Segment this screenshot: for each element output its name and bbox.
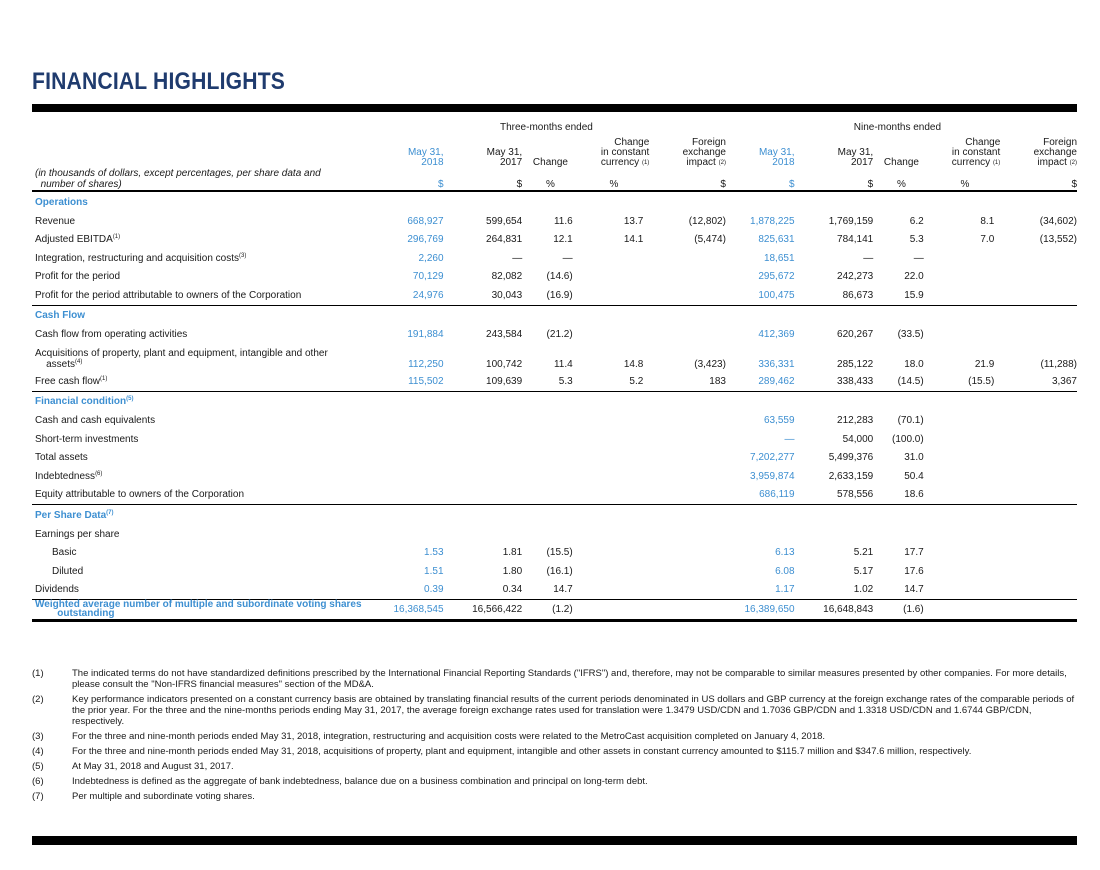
table-cell: — [913,252,924,264]
footnote-1: (1) The indicated terms do not have standardized definitions prescribed by the International Financial Reporting Standards ("IFRS") and, therefore, may not be comparable to similar measures presented by other companies. For more details, please consult the "Non-IFRS financial measures" section of the MD&A. [32,668,1067,690]
table-cell [930,467,1001,486]
table-cell [930,268,1001,287]
footnote-3: (3) For the three and nine-month periods ended May 31, 2018, integration, restructuring and acquisition costs were related to the MetroCast acquisition completed on January 4, 2018. [32,731,826,742]
table-cell [1000,581,1077,600]
table-cell: (16.9) [522,286,578,305]
table-cell [579,562,650,581]
table-cell: (1.2) [522,600,578,621]
table-cell: 86,673 [795,286,874,305]
row-label: Equity attributable to owners of the Corporation [35,489,245,501]
footnote-7: (7) Per multiple and subordinate voting shares. [32,791,255,802]
table-cell: 16,648,843 [795,600,874,621]
table-cell: (15.5) [930,372,1001,391]
table-cell [930,562,1001,581]
table-cell: 5.3 [522,372,578,391]
table-row [32,372,1077,391]
footnote-2: (2) Key performance indicators presented on a constant currency basis are obtained by translating financial results of the current periods denominated in US dollars and GBP currency at the foreign exchange rates of the comparable periods of the prior year. For the three and the nine-months periods ending May 31, 2017, the average foreign exchange rates used for translation were 1.3479 USD/CDN and 1.7036 GBP/CDN and 1.3318 USD/CDN and 1.6744 GBP/CDN, respectively. [32,694,1075,727]
table-cell [930,326,1001,345]
table-cell: 16,368,545 [375,600,444,621]
row-label: Indebtedness [35,470,96,482]
table-cell: (5,474) [694,234,726,246]
table-cell [649,562,726,581]
table-row [32,449,1077,468]
table-cell [1000,430,1077,449]
table-cell: 242,273 [837,271,874,283]
table-cell: (70.1) [897,415,924,427]
table-cell [579,286,650,305]
table-cell: (16.1) [546,565,573,577]
table-cell: 22.0 [904,271,924,283]
table-cell: 115,502 [375,372,444,391]
table-cell [649,486,726,505]
table-cell [1000,562,1077,581]
row-label: Total assets [35,452,88,464]
table-cell: 336,331 [758,359,795,370]
table-cell: 14.7 [873,581,929,600]
row-label: Profit for the period attributable to owners of the Corporation [35,289,302,301]
section-per-share: Per Share Data$^{(7)}$ [35,509,114,521]
table-cell: 17.6 [904,565,924,577]
table-cell: — [562,252,573,264]
row-label: Weighted average number of multiple and subordinate voting shares outstanding [32,600,375,621]
table-cell: 16,389,650 [726,600,795,621]
table-cell: 1.81 [502,547,523,559]
three-months-header: Three-months ended [499,121,593,133]
table-cell: (3,423) [694,359,726,370]
table-cell: 7.0 [980,234,995,246]
table-cell: 1.17 [726,581,795,600]
table-cell [522,449,578,468]
row-label: Dividends [35,584,79,596]
col-q-2018: May 31, 2018 [407,147,444,168]
table-cell: 50.4 [904,470,924,482]
table-cell: 1.51 [424,565,444,577]
table-cell: 289,462 [726,372,795,391]
table-cell [579,449,650,468]
table-cell [522,486,578,505]
table-cell: 784,141 [837,234,874,246]
row-label: Adjusted EBITDA [35,234,113,246]
table-row [32,212,1077,231]
table-row [32,249,1077,268]
table-cell [579,581,650,600]
table-cell [522,467,578,486]
unit-dollar: $ [1000,168,1077,191]
table-cell [930,249,1001,268]
table-cell: 82,082 [491,271,523,283]
table-cell: — [784,433,795,445]
table-cell: (100.0) [892,433,924,445]
table-cell [930,412,1001,431]
table-row [32,286,1077,305]
col-q-constant-currency: Change in constant currency $^{(1)}$ [600,137,650,168]
table-cell [649,286,726,305]
table-cell [579,467,650,486]
section-financial-condition: Financial condition$^{(5)}$ [35,396,134,407]
table-cell [522,412,578,431]
table-row [32,467,1077,486]
table-cell: (21.2) [546,329,573,341]
table-cell: 0.34 [444,581,523,600]
table-cell: 11.6 [553,215,573,227]
table-cell [930,486,1001,505]
table-cell [375,412,444,431]
footnote-6: (6) Indebtedness is defined as the aggregate of bank indebtedness, balance due on a business combination and principal on long-term debt. [32,776,648,787]
table-cell: 183 [649,372,726,391]
table-cell: 54,000 [842,433,874,445]
table-cell [1000,600,1077,621]
table-cell: (33.5) [897,329,924,341]
table-cell: 5,499,376 [828,452,874,464]
table-cell: 15.9 [873,286,929,305]
table-cell: 70,129 [412,271,444,283]
col-n-constant-currency: Change in constant currency $^{(1)}$ [951,137,1001,168]
table-cell [375,430,444,449]
table-cell: 620,267 [837,329,874,341]
table-cell: (13,552) [1039,234,1077,246]
table-cell [1000,286,1077,305]
table-cell [444,467,523,486]
unit-percent: % [930,168,1001,191]
table-cell: 212,283 [837,415,874,427]
table-cell: (14.6) [546,271,573,283]
table-cell: 2,633,159 [828,470,874,482]
row-label: Basic [52,547,77,559]
table-cell [930,581,1001,600]
table-cell: 825,631 [758,234,795,246]
table-cell [1000,412,1077,431]
table-cell: 5.3 [909,234,924,246]
table-cell: 1.80 [502,565,523,577]
table-cell: (1.6) [873,600,929,621]
table-cell [579,412,650,431]
table-cell [522,430,578,449]
row-label: Earnings per share [35,528,120,540]
table-cell: 412,369 [758,329,795,341]
table-cell [1000,449,1077,468]
table-cell: 5.17 [853,565,874,577]
table-cell [649,544,726,563]
table-cell: (34,602) [1039,215,1077,227]
table-cell [649,449,726,468]
table-cell: 1.53 [424,547,444,559]
table-cell: 21.9 [974,359,995,370]
table-cell: (15.5) [546,547,573,559]
table-cell: 599,654 [486,215,523,227]
table-cell: 6.13 [775,547,795,559]
table-row [32,412,1077,431]
table-cell: 18.6 [873,486,929,505]
unit-percent: % [579,168,650,191]
table-cell: (14.5) [873,372,929,391]
section-cash-flow: Cash Flow [35,310,86,321]
table-cell [579,268,650,287]
footnote-ref: (1) [100,375,108,382]
top-rule [32,104,1077,112]
table-cell: 3,959,874 [750,470,795,482]
table-cell [579,326,650,345]
table-cell: 264,831 [486,234,523,246]
table-cell [1000,467,1077,486]
table-cell [375,467,444,486]
table-cell [649,326,726,345]
table-cell: (11,288) [1040,359,1077,370]
table-cell [1000,486,1077,505]
nine-months-header: Nine-months ended [853,121,942,133]
table-cell: 1,769,159 [828,215,874,227]
unit-dollar: $ [444,168,523,191]
table-row [32,544,1077,563]
table-row [32,344,1077,372]
unit-dollar: $ [726,168,795,191]
table-cell: 6.2 [909,215,924,227]
table-cell: — [863,252,874,264]
table-cell: 100,742 [486,359,523,370]
table-cell: 285,122 [837,359,874,370]
table-cell [375,449,444,468]
table-cell [1000,326,1077,345]
table-cell: 63,559 [763,415,795,427]
table-cell [930,286,1001,305]
table-cell: 100,475 [726,286,795,305]
col-q-2017: May 31, 2017 [486,147,523,168]
table-cell: 578,556 [795,486,874,505]
table-cell: 16,566,422 [444,600,523,621]
table-cell: 18,651 [763,252,795,264]
unit-percent: % [873,168,929,191]
table-cell [649,249,726,268]
table-cell: 14.1 [623,234,644,246]
col-n-fx-impact: Foreign exchange impact $^{(2)}$ [1033,137,1077,168]
unit-percent: % [522,168,578,191]
table-cell: 2,260 [418,252,444,264]
financial-highlights-table [32,116,1077,622]
table-cell [1000,249,1077,268]
table-cell: 13.7 [623,215,644,227]
table-cell [444,430,523,449]
table-cell [375,486,444,505]
table-cell: (12,802) [688,215,726,227]
units-label: (in thousands of dollars, except percentages, per share data and number of shares) [32,168,375,191]
table-cell [579,600,650,621]
table-cell [649,600,726,621]
table-cell: 24,976 [375,286,444,305]
table-row [32,525,1077,544]
table-row [32,486,1077,505]
table-cell [930,544,1001,563]
table-cell: 112,250 [408,359,444,370]
table-cell: 1.02 [795,581,874,600]
row-label: Short-term investments [35,433,139,445]
table-cell: 5.21 [853,547,874,559]
table-cell [649,412,726,431]
table-cell: 338,433 [795,372,874,391]
col-q-change: Change [532,157,568,168]
table-cell [579,249,650,268]
table-cell: 7,202,277 [750,452,795,464]
table-cell [444,449,523,468]
table-cell: 12.1 [553,234,573,246]
footnote-ref: (6) [95,470,103,477]
table-cell: 14.8 [623,359,644,370]
footnote-ref: (1) [112,234,121,241]
table-cell: 6.08 [775,565,795,577]
unit-dollar: $ [795,168,874,191]
table-cell: 191,884 [407,329,444,341]
bottom-rule [32,836,1077,845]
table-row [32,231,1077,250]
page-title: FINANCIAL HIGHLIGHTS [32,68,286,95]
table-row [32,326,1077,345]
col-n-change: Change [883,157,919,168]
section-operations: Operations [35,196,88,208]
row-label: Profit for the period [35,271,121,283]
table-cell: 109,639 [444,372,523,391]
row-label: Revenue [35,215,76,227]
table-row [32,600,1077,621]
table-cell [579,486,650,505]
table-cell: 686,119 [726,486,795,505]
table-cell: 0.39 [375,581,444,600]
footnote-ref: (3) [239,252,247,259]
table-row [32,581,1077,600]
table-cell: — [512,252,523,264]
table-cell: 668,927 [407,215,444,227]
table-cell: 8.1 [980,215,995,227]
footnote-5: (5) At May 31, 2018 and August 31, 2017. [32,761,234,772]
table-row [32,430,1077,449]
table-cell [649,467,726,486]
table-cell: 18.0 [904,359,924,370]
table-cell: 3,367 [1000,372,1077,391]
table-cell: 1,878,225 [750,215,795,227]
row-label: Integration, restructuring and acquisition costs [35,252,239,264]
table-cell: 296,769 [407,234,444,246]
table-cell: 17.7 [904,547,924,559]
table-cell: 5.2 [579,372,650,391]
unit-dollar: $ [649,168,726,191]
table-cell [444,412,523,431]
footnote-4: (4) For the three and nine-month periods ended May 31, 2018, acquisitions of property, plant and equipment, intangible and other assets in constant currency amounted to $115.7 million and $347.6 million, respectively. [32,746,972,757]
row-label: Diluted [52,565,84,577]
table-cell [930,600,1001,621]
table-cell: 243,584 [486,329,523,341]
row-label: Free cash flow [35,375,101,387]
table-cell [579,544,650,563]
table-cell: 31.0 [904,452,924,464]
table-cell [930,430,1001,449]
table-cell [930,449,1001,468]
table-cell [649,581,726,600]
row-label: Acquisitions of property, plant and equipment, intangible and other assets$^{(4)}$ [35,348,328,370]
table-cell: 295,672 [758,271,795,283]
table-cell: 30,043 [444,286,523,305]
col-n-2017: May 31, 2017 [837,147,874,168]
table-row [32,268,1077,287]
table-cell [649,430,726,449]
table-cell: 14.7 [522,581,578,600]
table-cell: 11.4 [553,359,573,370]
unit-dollar: $ [375,168,444,191]
table-cell [649,268,726,287]
col-q-fx-impact: Foreign exchange impact $^{(2)}$ [682,137,726,168]
table-cell [579,430,650,449]
table-row [32,562,1077,581]
table-cell [1000,268,1077,287]
table-cell [1000,544,1077,563]
table-cell [444,486,523,505]
row-label: Cash and cash equivalents [35,415,156,427]
row-label: Cash flow from operating activities [35,329,188,341]
footnotes [32,668,1077,806]
col-n-2018: May 31, 2018 [758,147,795,168]
